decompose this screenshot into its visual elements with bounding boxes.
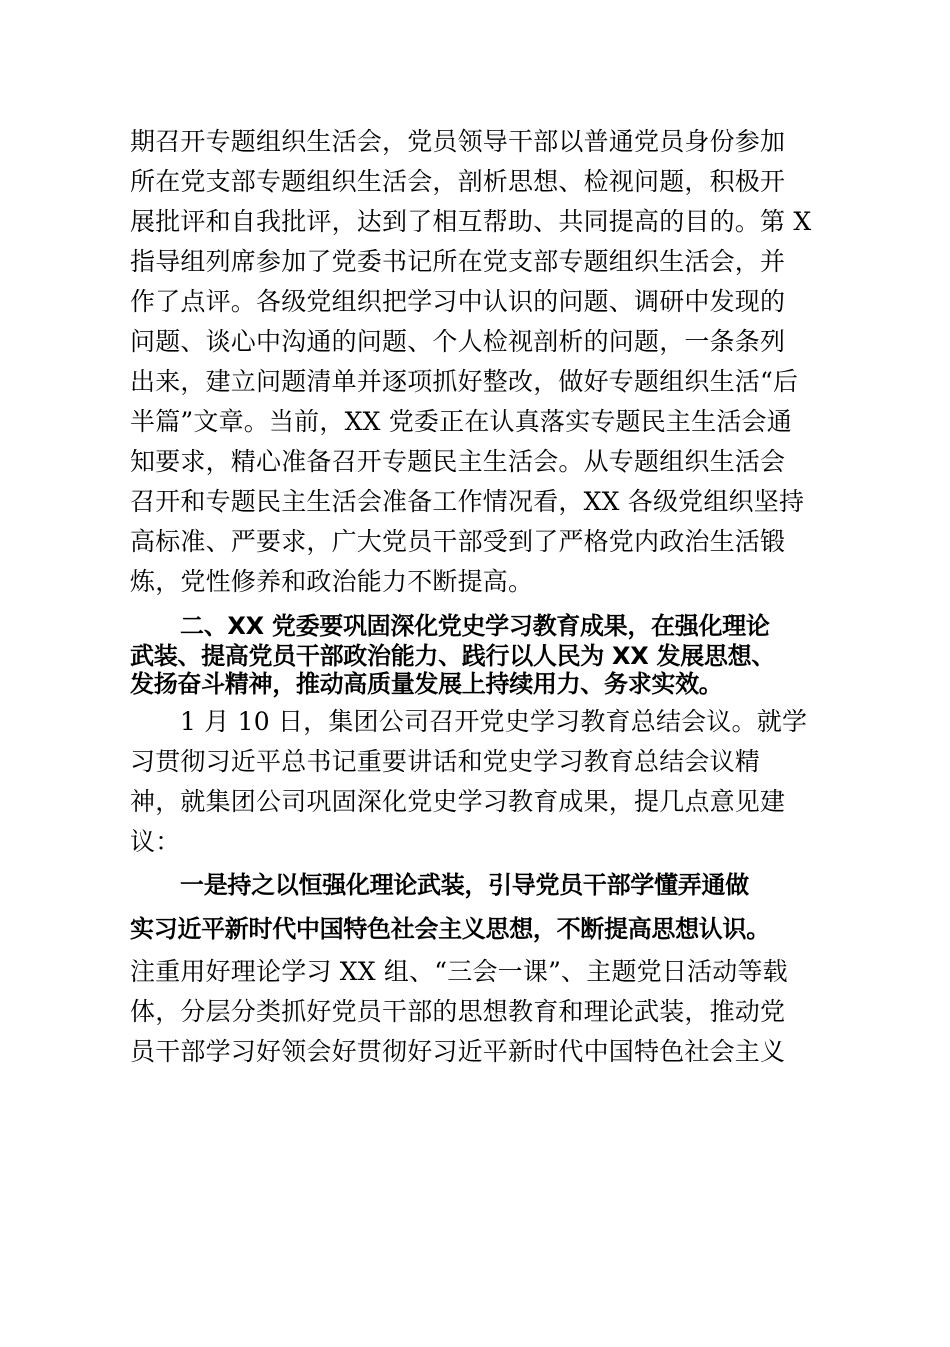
body-text-line: 指导组列席参加了党委书记所在党支部专题组织生活会，并 bbox=[130, 247, 786, 276]
body-text-line: 习贯彻习近平总书记重要讲话和党史学习教育总结会议精 bbox=[130, 747, 761, 776]
body-text-line: 期召开专题组织生活会，党员领导干部以普通党员身份参加 bbox=[130, 127, 786, 156]
body-text-line: 展批评和自我批评，达到了相互帮助、共同提高的目的。第 X bbox=[130, 207, 812, 236]
body-text-line: 所在党支部专题组织生活会，剖析思想、检视问题，积极开 bbox=[130, 167, 786, 196]
body-text-line: 出来，建立问题清单并逐项抓好整改，做好专题组织生活“后 bbox=[130, 367, 799, 396]
body-text-line: 半篇”文章。当前，XX 党委正在认真落实专题民主生活会通 bbox=[130, 407, 792, 436]
body-text-line: 1 月 10 日，集团公司召开党史学习教育总结会议。就学 bbox=[180, 707, 808, 736]
subheading-line: 一是持之以恒强化理论武装，引导党员干部学懂弄通做 bbox=[180, 871, 749, 899]
subheading-line: 实习近平新时代中国特色社会主义思想，不断提高思想认识。 bbox=[130, 915, 770, 943]
body-text-line: 问题、谈心中沟通的问题、个人检视剖析的问题，一条条列 bbox=[130, 327, 786, 356]
body-text-line: 作了点评。各级党组织把学习中认识的问题、调研中发现的 bbox=[130, 287, 786, 316]
body-text-line: 议： bbox=[130, 827, 181, 856]
body-text-line: 知要求，精心准备召开专题民主生活会。从专题组织生活会 bbox=[130, 447, 786, 476]
body-text-line: 体，分层分类抓好党员干部的思想教育和理论武装，推动党 bbox=[130, 997, 786, 1026]
section-heading-line: 二、XX 党委要巩固深化党史学习教育成果，在强化理论 bbox=[180, 612, 770, 640]
section-heading-line: 发扬奋斗精神，推动高质量发展上持续用力、务求实效。 bbox=[130, 670, 723, 698]
body-text-line: 神，就集团公司巩固深化党史学习教育成果，提几点意见建 bbox=[130, 787, 786, 816]
body-text-line: 注重用好理论学习 XX 组、“三会一课”、主题党日活动等载 bbox=[130, 957, 788, 986]
body-text-line: 员干部学习好领会好贯彻好习近平新时代中国特色社会主义 bbox=[130, 1037, 786, 1066]
body-text-line: 召开和专题民主生活会准备工作情况看，XX 各级党组织坚持 bbox=[130, 487, 805, 516]
body-text-line: 高标准、严要求，广大党员干部受到了严格党内政治生活锻 bbox=[130, 527, 786, 556]
body-text-line: 炼，党性修养和政治能力不断提高。 bbox=[130, 567, 534, 596]
section-heading-line: 武装、提高党员干部政治能力、践行以人民为 XX 发展思想、 bbox=[130, 642, 776, 670]
